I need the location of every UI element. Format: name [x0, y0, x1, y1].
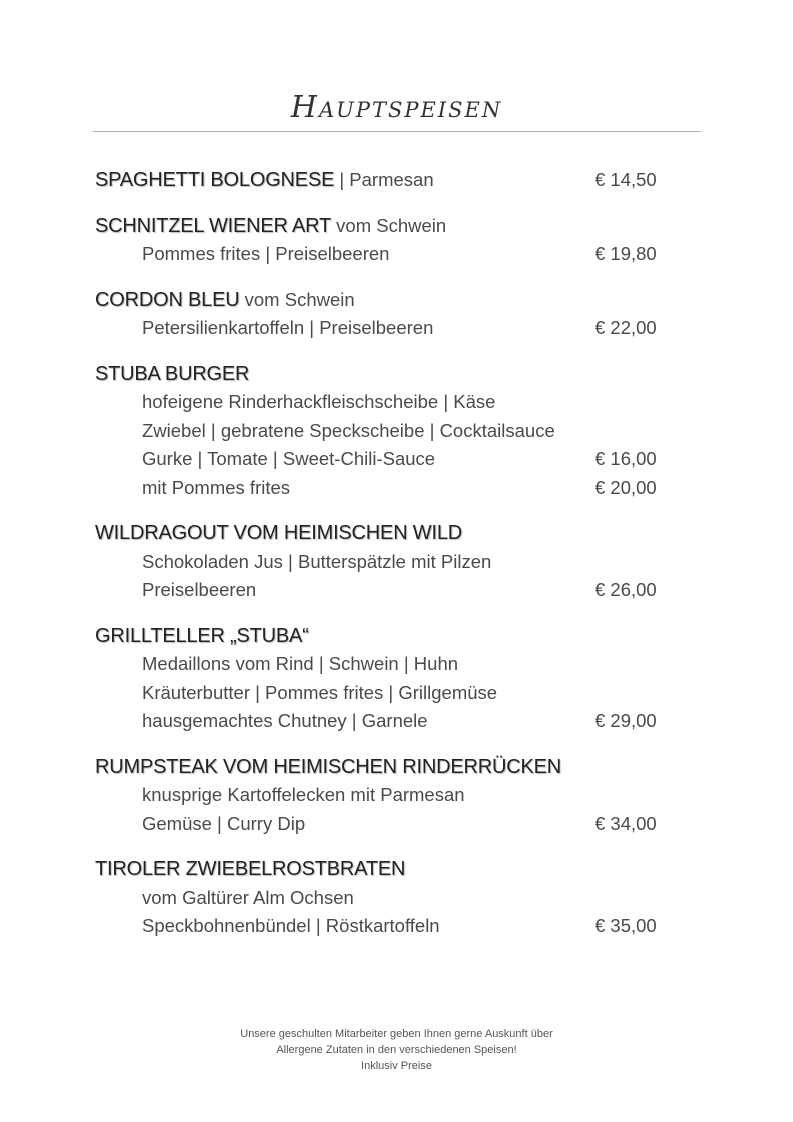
footer-line: Unsere geschulten Mitarbeiter geben Ihnen gerne Auskunft über [240, 1028, 553, 1040]
dish-description: Gurke | Tomate | Sweet-Chili-Sauce [142, 448, 436, 469]
dish-description: vom Galtürer Alm Ochsen [142, 886, 354, 908]
dish-name: SPAGHETTI BOLOGNESE [95, 169, 335, 191]
dish-description: Gemüse | Curry Dip [142, 812, 306, 834]
menu-item [95, 166, 695, 195]
dish-price: € 35,00 [595, 915, 657, 936]
dish-price: € 22,00 [595, 317, 657, 338]
dish-description: Speckbohnenbündel | Röstkartoffeln [142, 915, 440, 936]
menu-item [95, 212, 695, 269]
dish-description-line [95, 576, 695, 605]
menu-item-header [95, 360, 695, 389]
dish-description: knusprige Kartoffelecken mit Parmesan [142, 784, 465, 805]
dish-note: | Parmesan [334, 169, 434, 190]
dish-description: Petersilienkartoffeln | Preiselbeeren [142, 317, 434, 338]
dish-description: Zwiebel | gebratene Speckscheibe | Cocktailsauce [142, 419, 555, 441]
menu-item [95, 360, 695, 503]
menu-item-header [95, 753, 695, 782]
dish-description-line [95, 417, 695, 446]
dish-price: € 34,00 [595, 812, 657, 834]
menu-item-header [95, 519, 695, 548]
dish-name: TIROLER ZWIEBELROSTBRATEN [95, 858, 406, 880]
dish-price: € 26,00 [595, 579, 657, 600]
dish-description-line [95, 707, 695, 736]
menu-item [95, 286, 695, 343]
dish-price: € 29,00 [595, 710, 657, 731]
dish-description: Pommes frites | Preiselbeeren [142, 243, 390, 264]
dish-name: WILDRAGOUT VOM HEIMISCHEN WILD [95, 522, 462, 544]
menu-item-header [95, 286, 695, 315]
dish-name: SCHNITZEL WIENER ART [95, 214, 332, 237]
dish-description-line [95, 912, 695, 941]
footer-line: Allergene Zutaten in den verschiedenen Speisen! [276, 1044, 517, 1056]
menu-item [95, 753, 695, 839]
menu-item-header [95, 212, 695, 241]
footer-line: Inklusiv Preise [361, 1060, 432, 1072]
dish-name: STUBA BURGER [95, 362, 250, 385]
dish-note: vom Schwein [331, 214, 447, 236]
dish-description-line [95, 388, 695, 417]
menu-item [95, 855, 695, 941]
dish-description: hofeigene Rinderhackfleischscheibe | Käse [142, 391, 496, 412]
dish-description: Preiselbeeren [142, 579, 257, 600]
menu-item-header [95, 855, 695, 884]
dish-description-line [95, 884, 695, 913]
dish-description-line [95, 548, 695, 577]
menu-item-header [95, 622, 695, 651]
dish-note: vom Schwein [239, 288, 355, 310]
dish-price: € 19,80 [595, 243, 657, 264]
dish-description-line [95, 474, 695, 503]
dish-description: Schokoladen Jus | Butterspätzle mit Pilzen [142, 550, 492, 572]
dish-description-line [95, 240, 695, 269]
dish-price: € 14,50 [595, 169, 657, 190]
allergen-notice [0, 1026, 793, 1074]
dish-description-line [95, 314, 695, 343]
dish-name: CORDON BLEU [95, 288, 240, 311]
page-title: Hauptspeisen [290, 90, 503, 125]
dish-description-line [95, 650, 695, 679]
dish-description: Kräuterbutter | Pommes frites | Grillgemüse [142, 681, 498, 703]
dish-price: € 16,00 [595, 448, 657, 469]
dish-description-line [95, 810, 695, 839]
dish-description: hausgemachtes Chutney | Garnele [142, 710, 428, 731]
dish-description: Medaillons vom Rind | Schwein | Huhn [142, 653, 459, 674]
dish-price: € 20,00 [595, 476, 657, 498]
menu-list [95, 166, 695, 958]
menu-item [95, 622, 695, 736]
menu-item [95, 519, 695, 605]
dish-description-line [95, 679, 695, 708]
dish-description-line [95, 781, 695, 810]
menu-item-header [95, 166, 695, 195]
dish-name: RUMPSTEAK VOM HEIMISCHEN RINDERRÜCKEN [95, 755, 561, 778]
title-divider [93, 131, 701, 132]
dish-description-line [95, 445, 695, 474]
dish-description: mit Pommes frites [142, 476, 291, 498]
dish-name: GRILLTELLER „STUBA“ [95, 624, 309, 647]
